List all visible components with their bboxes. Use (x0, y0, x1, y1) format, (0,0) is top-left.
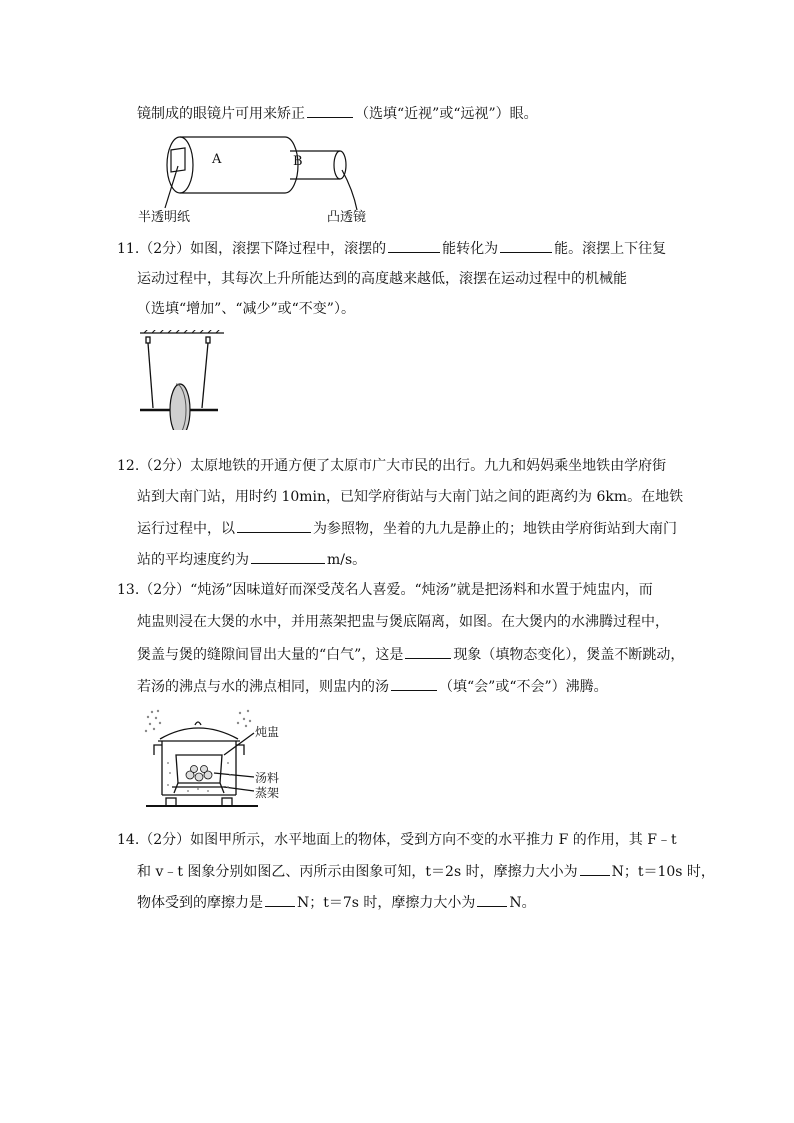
label-convex-lens: 凸透镜 (327, 210, 367, 225)
q12-text-b: 为参照物，坐着的九九是静止的；地铁由学府街站到大南门 (313, 521, 677, 537)
label-translucent-paper: 半透明纸 (138, 210, 191, 225)
label-stew-pot: 炖盅 (255, 725, 280, 739)
q14-blank-1[interactable] (580, 861, 610, 876)
q14-text-d: N；t＝7s 时，摩擦力大小为 (297, 895, 476, 911)
q10-text-b: （选填“近视”或“远视”）眼。 (355, 106, 538, 122)
q13-line4 (137, 676, 608, 697)
label-b: B (293, 154, 303, 169)
q11-text-c: 能。滚摆上下往复 (554, 241, 667, 257)
q12-line4 (137, 549, 366, 570)
label-steam-rack: 蒸架 (255, 786, 280, 800)
q11-text-b: 能转化为 (442, 241, 499, 257)
q14-line1: 14.（2分）如图甲所示，水平地面上的物体，受到方向不变的水平推力 F 的作用，其 F﹣t (117, 832, 677, 848)
q13-text-d: （填“会”或“不会”）沸腾。 (439, 679, 608, 695)
q13-blank-1[interactable] (405, 644, 451, 659)
q14-line3 (137, 892, 536, 913)
q12-line2: 站到大南门站，用时约 10min，已知学府街站与大南门站之间的距离约为 6km。在地铁 (137, 489, 684, 505)
q14-blank-2[interactable] (265, 892, 295, 907)
q14-blank-3[interactable] (477, 892, 507, 907)
maxwell-wheel-drawing (138, 330, 228, 430)
q14-text-b: N；t＝10s 时， (611, 864, 715, 880)
q14-line2 (137, 861, 715, 882)
q11-maxwell-wheel-figure (138, 330, 228, 430)
q13-text-a: 煲盖与煲的缝隙间冒出大量的“白气”，这是 (137, 647, 404, 663)
q13-line2: 炖盅则浸在大煲的水中，并用蒸架把盅与煲底隔离，如图。在大煲内的水沸腾过程中， (137, 614, 669, 630)
q11-line1 (117, 238, 666, 259)
q14-text-a: 和 v﹣t 图象分别如图乙、丙所示由图象可知，t＝2s 时，摩擦力大小为 (137, 864, 578, 880)
q12-blank-2[interactable] (251, 549, 325, 564)
q13-text-b: 现象（填物态变化），煲盖不断跳动， (453, 647, 685, 663)
q12-blank-1[interactable] (237, 518, 311, 533)
q13-line3 (137, 644, 684, 665)
q11-blank-1[interactable] (388, 238, 440, 253)
q11-line2: 运动过程中，其每次上升所能达到的高度越来越低，滚摆在运动过程中的机械能 (137, 271, 627, 287)
q10-camera-model-figure (135, 130, 395, 225)
q11-blank-2[interactable] (500, 238, 552, 253)
label-a: A (212, 152, 222, 167)
q14-text-e: N。 (509, 895, 536, 911)
q11-text-a: 11.（2分）如图，滚摆下降过程中，滚摆的 (117, 241, 387, 257)
q12-text-d: m/s。 (327, 552, 367, 568)
q13-text-c: 若汤的沸点与水的沸点相同，则盅内的汤 (137, 679, 389, 695)
q10-text-a: 镜制成的眼镜片可用来矫正 (137, 106, 305, 122)
label-soup-ingredients: 汤料 (255, 771, 280, 785)
q12-line3 (137, 518, 677, 539)
q13-line1: 13.（2分）“炖汤”因味道好而深受茂名人喜爱。“炖汤”就是把汤料和水置于炖盅内，而 (117, 582, 653, 598)
q12-line1: 12.（2分）太原地铁的开通方便了太原市广大市民的出行。九九和妈妈乘坐地铁由学府街 (117, 458, 667, 474)
q14-text-c: 物体受到的摩擦力是 (137, 895, 263, 911)
q12-text-c: 站的平均速度约为 (137, 552, 249, 568)
q13-blank-2[interactable] (391, 676, 437, 691)
q10-line1 (137, 103, 538, 124)
q10-blank[interactable] (307, 103, 353, 118)
q13-stew-pot-figure (138, 703, 298, 813)
q11-line3: （选填“增加”、“减少”或“不变”）。 (137, 301, 355, 317)
q12-text-a: 运行过程中，以 (137, 521, 235, 537)
